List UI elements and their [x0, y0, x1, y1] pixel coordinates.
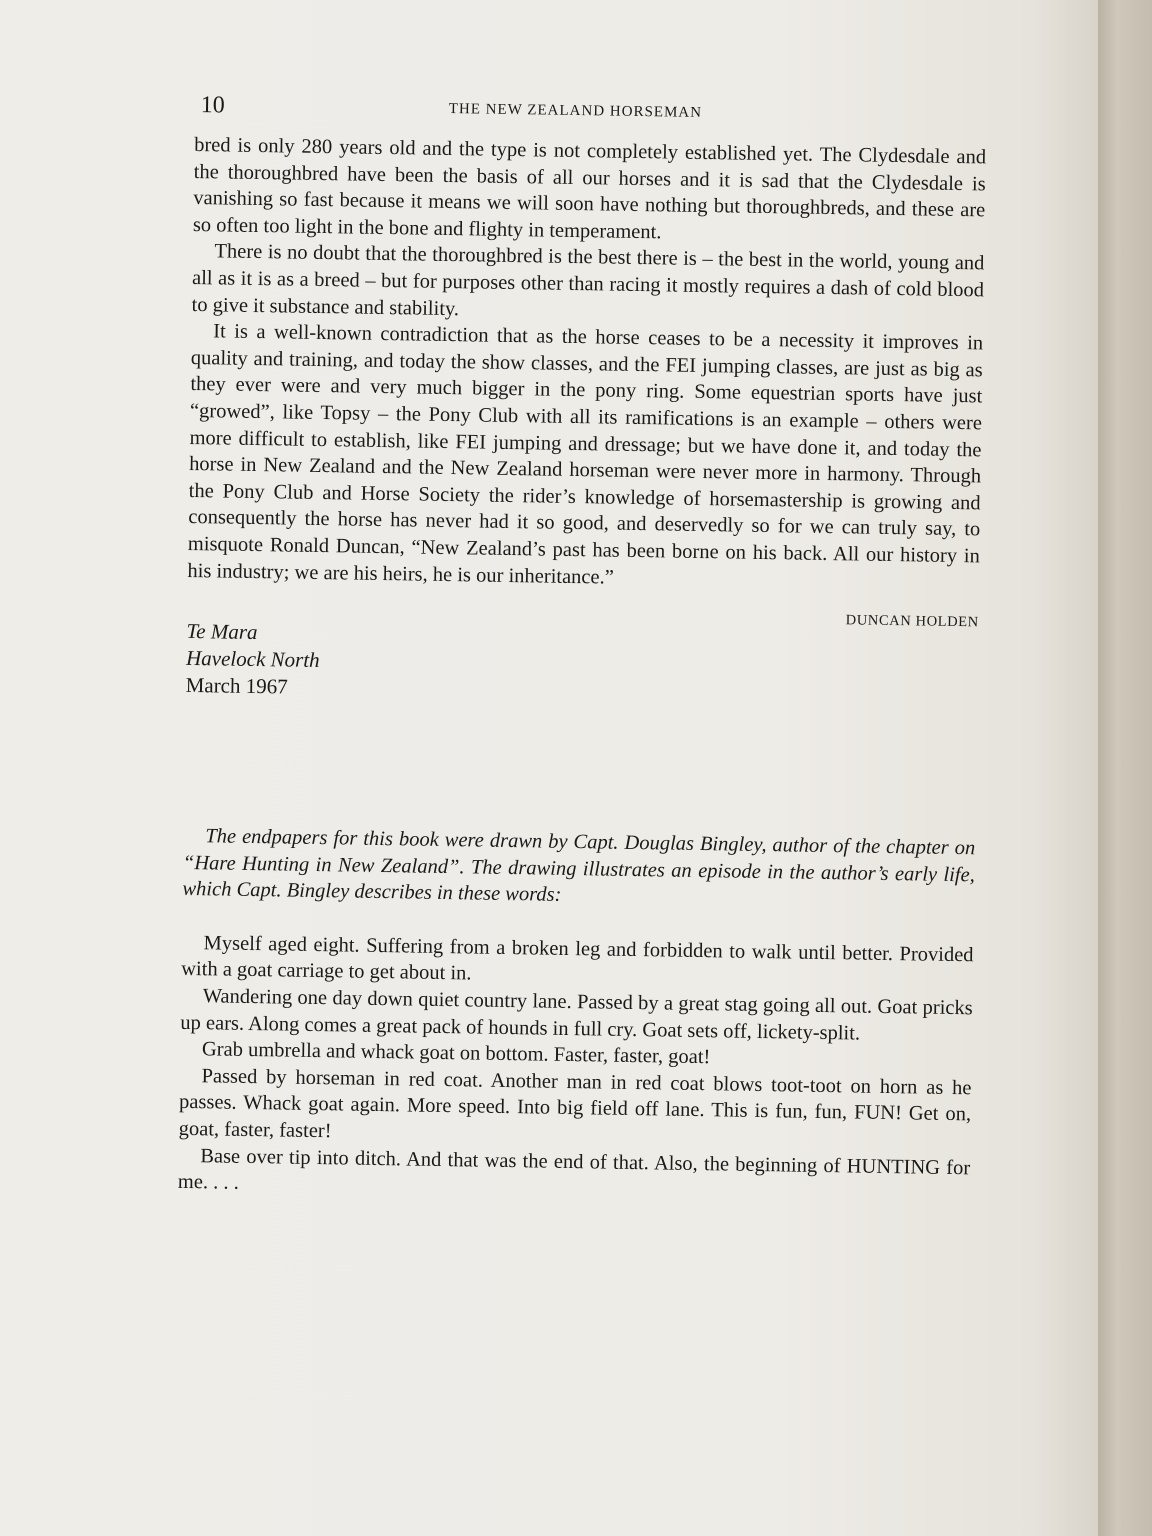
story-paragraph: Grab umbrella and whack goat on bottom. Faster, faster, goat! — [201, 1038, 711, 1069]
story-paragraph: Passed by horseman in red coat. Another man in red coat blows toot-toot on horn as he passes. Whack goat again. More speed. Into big field off lane. This is fun, fun, FUN! Get on, goat, faster, faster! — [178, 1065, 972, 1143]
body-paragraph: bred is only 280 years old and the type is not completely established yet. The Clydesdale and the thoroughbred have been the basis of all our horses and it is sad that the Clydesdale is vanishing so fast because it means we will soon have nothing but thoroughbreds, and these are so often too light in the bone and flighty in temperament. — [192, 133, 987, 244]
page-content — [178, 92, 987, 1208]
address-date: March 1967 — [185, 673, 288, 699]
body-text — [187, 132, 986, 596]
address-town: Havelock North — [185, 646, 320, 673]
author-signature: DUNCAN HOLDEN — [845, 612, 979, 631]
endpapers-note — [182, 823, 975, 915]
page-stack-edge — [1098, 0, 1152, 1536]
body-paragraph: It is a well-known contradiction that as the horse ceases to be a necessity it improves in quality and training, and today the show classes, and the FEI jumping classes, are just as big as they ever were and very much bigger in the pony ring. Some equestrian sports have just “growed”, like Topsy – the Pony Club with all its ramifications is an example – others were more difficult to establish, like FEI jumping and dressage; but we have done it, and today the horse in New Zealand and the New Zealand horseman were never more in harmony. Through the Pony Club and Horse Society the rider’s knowledge of horsemastership is growing and consequently the horse has never had it so good, and deservedly so for we can truly say, to misquote Ronald Duncan, “New Zealand’s past has been borne on his back. All our history in his industry; we are his heirs, he is our inheritance.” — [187, 320, 984, 589]
running-title: THE NEW ZEALAND HORSEMAN — [448, 100, 703, 121]
story-paragraph: Myself aged eight. Suffering from a broken leg and forbidden to walk until better. Provided with a goat carriage to get about in. — [181, 932, 974, 985]
page-number: 10 — [200, 92, 225, 119]
address-place: Te Mara — [186, 619, 258, 645]
story-paragraph: Base over tip into ditch. And that was the end of that. Also, the beginning of HUNTING for me. . . . — [177, 1144, 971, 1195]
body-paragraph: There is no doubt that the thoroughbred is the best there is – the best in the world, young and all as it is as a breed – but for purposes other than racing it mostly requires a dash of cold blood to give it substance and stability. — [191, 240, 985, 320]
note-paragraph: The endpapers for this book were drawn by Capt. Douglas Bingley, author of the chapter on “Hare Hunting in New Zealand”. The drawing illustrates an episode in the author’s early life, which Capt. Bingley describes in these words: — [182, 825, 976, 907]
story-paragraph: Wandering one day down quiet country lane. Passed by a great stag going all out. Goat pricks up ears. Along comes a great pack of hounds in full cry. Goat sets off, lickety-split. — [180, 985, 973, 1045]
address-block — [185, 618, 978, 711]
story-text — [178, 930, 974, 1208]
